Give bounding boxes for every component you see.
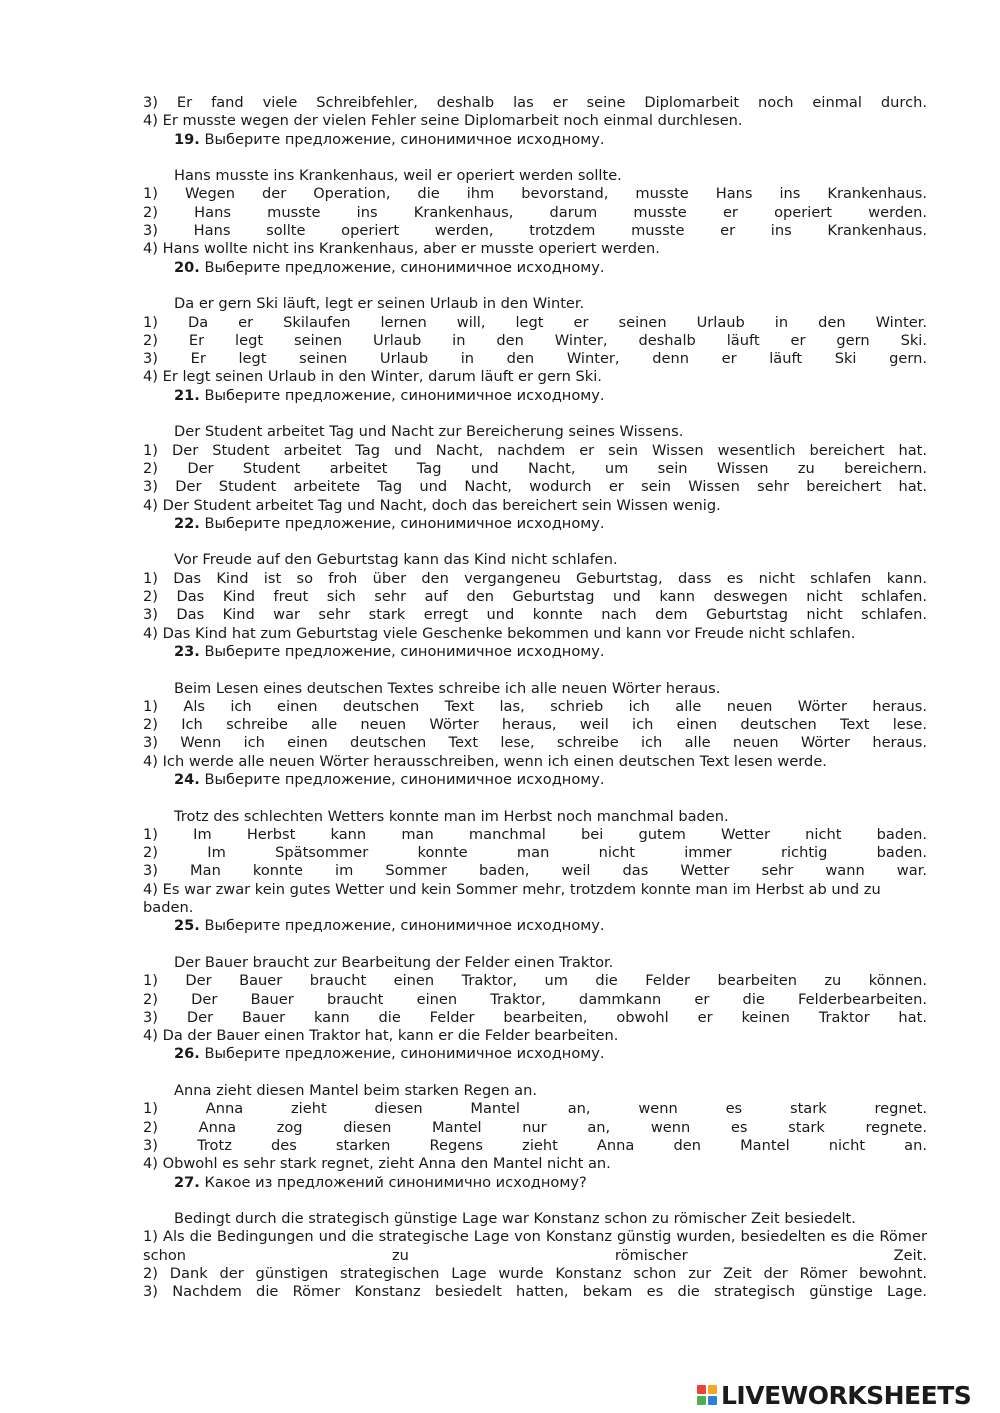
spacer: [143, 789, 927, 807]
question-26-option-3: 3) Trotz des starken Regens zieht Anna den Mantel nicht an.: [143, 1136, 927, 1154]
question-26-option-4: 4) Obwohl es sehr stark regnet, zieht Anna den Mantel nicht an.: [143, 1155, 611, 1173]
question-19-source: Hans musste ins Krankenhaus, weil er operiert werden sollte.: [174, 167, 622, 185]
spacer: [143, 1064, 927, 1082]
question-number: 21.: [174, 386, 200, 404]
question-23-source: Beim Lesen eines deutschen Textes schreibe ich alle neuen Wörter heraus.: [174, 679, 721, 697]
question-24-option-3: 3) Man konnte im Sommer baden, weil das Wetter sehr wann war.: [143, 862, 927, 880]
question-27-source: Bedingt durch die strategisch günstige Lage war Konstanz schon zu römischer Zeit besiedelt.: [174, 1210, 856, 1228]
question-26-option-1: 1) Anna zieht diesen Mantel an, wenn es stark regnet.: [143, 1100, 927, 1118]
question-20-prompt: [143, 259, 927, 277]
question-23-option-2: 2) Ich schreibe alle neuen Wörter heraus, weil ich einen deutschen Text lese.: [143, 716, 927, 734]
question-20-option-4: 4) Er legt seinen Urlaub in den Winter, darum läuft er gern Ski.: [143, 368, 602, 386]
question-instruction: Выберите предложение, синонимичное исходному.: [204, 770, 605, 788]
logo-square-orange: [708, 1385, 717, 1394]
question-24-option-2: 2) Im Spätsommer konnte man nicht immer richtig baden.: [143, 844, 927, 862]
question-24-source: Trotz des schlechten Wetters konnte man im Herbst noch manchmal baden.: [174, 807, 729, 825]
question-22-option-2: 2) Das Kind freut sich sehr auf den Geburtstag und kann deswegen nicht schlafen.: [143, 588, 927, 606]
question-26-prompt: [143, 1045, 927, 1063]
question-19-option-3: 3) Hans sollte operiert werden, trotzdem musste er ins Krankenhaus.: [143, 222, 927, 240]
spacer: [143, 149, 927, 167]
question-23-option-4: 4) Ich werde alle neuen Wörter herausschreiben, wenn ich einen deutschen Text lesen werde.: [143, 752, 827, 770]
prev-option-4: 4) Er musste wegen der vielen Fehler seine Diplomarbeit noch einmal durchlesen.: [143, 112, 743, 130]
question-25-prompt: [143, 917, 927, 935]
question-25-option-1: 1) Der Bauer braucht einen Traktor, um die Felder bearbeiten zu können.: [143, 972, 927, 990]
logo-text: LIVEWORKSHEETS: [721, 1380, 972, 1410]
question-number: 26.: [174, 1045, 200, 1063]
question-22-option-1: 1) Das Kind ist so froh über den vergangeneu Geburtstag, dass es nicht schlafen kann.: [143, 569, 927, 587]
question-number: 23.: [174, 642, 200, 660]
question-instruction: Выберите предложение, синонимичное исходному.: [204, 386, 605, 404]
logo-mark-icon: [697, 1385, 717, 1405]
question-instruction: Какое из предложений синонимично исходному?: [204, 1173, 587, 1191]
question-22-option-3: 3) Das Kind war sehr stark erregt und konnte nach dem Geburtstag nicht schlafen.: [143, 606, 927, 624]
liveworksheets-logo: [697, 1378, 971, 1412]
question-instruction: Выберите предложение, синонимичное исходному.: [204, 130, 605, 148]
question-number: 27.: [174, 1173, 200, 1191]
question-20-option-1: 1) Da er Skilaufen lernen will, legt er seinen Urlaub in den Winter.: [143, 313, 927, 331]
question-24-prompt: [143, 771, 927, 789]
question-21-option-4: 4) Der Student arbeitet Tag und Nacht, doch das bereichert sein Wissen wenig.: [143, 496, 721, 514]
question-27-option-1: 1) Als die Bedingungen und die strategische Lage von Konstanz günstig wurden, besiedelten es die Römer schon zu römischer Zeit.: [143, 1228, 927, 1264]
spacer: [143, 405, 927, 423]
spacer: [143, 277, 927, 295]
question-27-prompt: [143, 1174, 927, 1192]
question-instruction: Выберите предложение, синонимичное исходному.: [204, 917, 605, 935]
question-24-option-1: 1) Im Herbst kann man manchmal bei gutem Wetter nicht baden.: [143, 825, 927, 843]
question-24-option-4: 4) Es war zwar kein gutes Wetter und kein Sommer mehr, trotzdem konnte man im Herbst ab und zu baden.: [143, 880, 881, 917]
question-20-option-3: 3) Er legt seinen Urlaub in den Winter, denn er läuft Ski gern.: [143, 350, 927, 368]
question-number: 19.: [174, 130, 200, 148]
question-number: 24.: [174, 770, 200, 788]
question-instruction: Выберите предложение, синонимичное исходному.: [204, 642, 605, 660]
question-22-option-4: 4) Das Kind hat zum Geburtstag viele Geschenke bekommen und kann vor Freude nicht schlafen.: [143, 624, 856, 642]
question-instruction: Выберите предложение, синонимичное исходному.: [204, 514, 605, 532]
logo-square-blue: [708, 1396, 717, 1405]
worksheet-page: [143, 94, 927, 1302]
question-19-option-1: 1) Wegen der Operation, die ihm bevorstand, musste Hans ins Krankenhaus.: [143, 185, 927, 203]
question-22-source: Vor Freude auf den Geburtstag kann das Kind nicht schlafen.: [174, 551, 618, 569]
question-instruction: Выберите предложение, синонимичное исходному.: [204, 258, 605, 276]
question-instruction: Выберите предложение, синонимичное исходному.: [204, 1045, 605, 1063]
spacer: [143, 1192, 927, 1210]
question-23-prompt: [143, 643, 927, 661]
prev-option-3: 3) Er fand viele Schreibfehler, deshalb las er seine Diplomarbeit noch einmal durch.: [143, 94, 927, 111]
question-21-option-3: 3) Der Student arbeitete Tag und Nacht, wodurch er sein Wissen sehr bereichert hat.: [143, 478, 927, 496]
question-23-option-1: 1) Als ich einen deutschen Text las, schrieb ich alle neuen Wörter heraus.: [143, 697, 927, 715]
spacer: [143, 936, 927, 954]
question-27-option-2: 2) Dank der günstigen strategischen Lage wurde Konstanz schon zur Zeit der Römer bewohnt.: [143, 1265, 927, 1282]
question-19-option-2: 2) Hans musste ins Krankenhaus, darum musste er operiert werden.: [143, 203, 927, 221]
question-number: 22.: [174, 514, 200, 532]
question-26-source: Anna zieht diesen Mantel beim starken Regen an.: [174, 1082, 537, 1100]
question-21-option-2: 2) Der Student arbeitet Tag und Nacht, um sein Wissen zu bereichern.: [143, 459, 927, 477]
question-21-source: Der Student arbeitet Tag und Nacht zur Bereicherung seines Wissens.: [174, 423, 684, 441]
question-25-option-4: 4) Da der Bauer einen Traktor hat, kann er die Felder bearbeiten.: [143, 1027, 619, 1045]
question-19-option-4: 4) Hans wollte nicht ins Krankenhaus, aber er musste operiert werden.: [143, 240, 660, 258]
question-19-prompt: [143, 131, 927, 149]
question-25-option-3: 3) Der Bauer kann die Felder bearbeiten, obwohl er keinen Traktor hat.: [143, 1008, 927, 1026]
question-20-source: Da er gern Ski läuft, legt er seinen Urlaub in den Winter.: [174, 295, 585, 313]
spacer: [143, 661, 927, 679]
logo-square-red: [697, 1385, 706, 1394]
question-number: 25.: [174, 917, 200, 935]
question-20-option-2: 2) Er legt seinen Urlaub in den Winter, deshalb läuft er gern Ski.: [143, 331, 927, 349]
question-25-option-2: 2) Der Bauer braucht einen Traktor, dammkann er die Felderbearbeiten.: [143, 990, 927, 1008]
question-21-option-1: 1) Der Student arbeitet Tag und Nacht, nachdem er sein Wissen wesentlich bereichert hat.: [143, 441, 927, 459]
logo-square-green: [697, 1396, 706, 1405]
question-25-source: Der Bauer braucht zur Bearbeitung der Felder einen Traktor.: [174, 953, 614, 971]
question-22-prompt: [143, 515, 927, 533]
question-26-option-2: 2) Anna zog diesen Mantel nur an, wenn es stark regnete.: [143, 1118, 927, 1136]
spacer: [143, 533, 927, 551]
question-23-option-3: 3) Wenn ich einen deutschen Text lese, schreibe ich alle neuen Wörter heraus.: [143, 734, 927, 752]
question-number: 20.: [174, 258, 200, 276]
question-21-prompt: [143, 387, 927, 405]
question-27-option-3: 3) Nachdem die Römer Konstanz besiedelt hatten, bekam es die strategisch günstige Lage.: [143, 1283, 927, 1301]
